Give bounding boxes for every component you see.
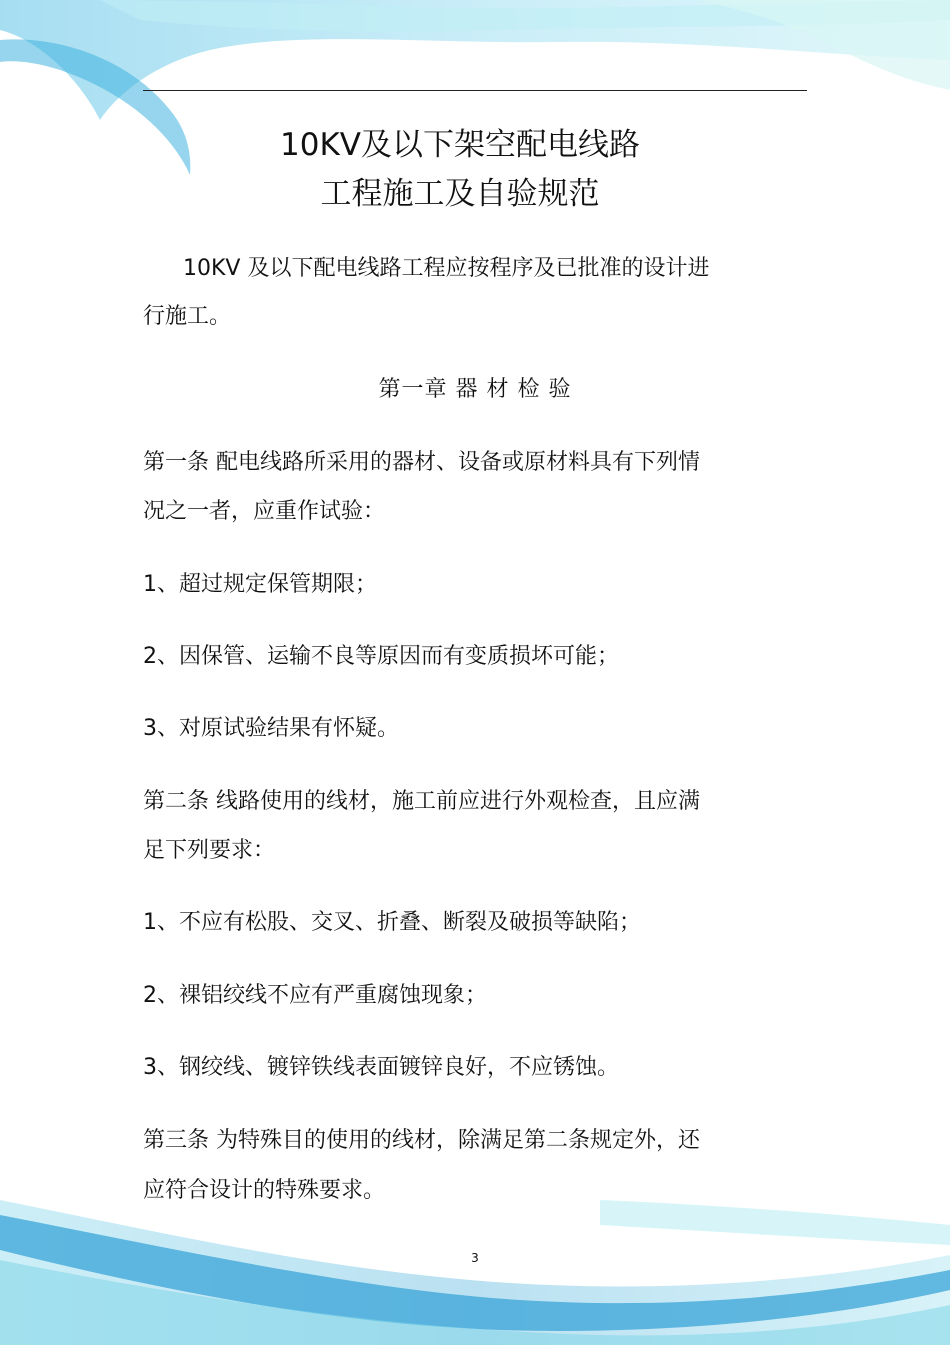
- article1-line2: 况之一者，应重作试验：: [143, 499, 386, 524]
- header-rule: [143, 90, 807, 91]
- document-title-line2: 工程施工及自验规范: [320, 176, 600, 212]
- article1-item: 2、因保管、运输不良等原因而有变质损坏可能；: [143, 644, 619, 669]
- article1-line1: 第一条 配电线路所采用的器材、设备或原材料具有下列情: [143, 450, 700, 475]
- article2-line1: 第二条 线路使用的线材，施工前应进行外观检查，且应满: [143, 789, 700, 814]
- article1-item: 3、对原试验结果有怀疑。: [143, 716, 399, 741]
- article2-item: 3、钢绞线、镀锌铁线表面镀锌良好，不应锈蚀。: [143, 1055, 619, 1080]
- page-number: 3: [471, 1251, 479, 1265]
- chapter-heading: 第一章 器 材 检 验: [378, 377, 572, 402]
- article1-item: 1、超过规定保管期限；: [143, 572, 377, 597]
- article2-item: 2、裸铝绞线不应有严重腐蚀现象；: [143, 983, 487, 1008]
- intro-paragraph-line1: 10KV 及以下配电线路工程应按程序及已批准的设计进: [183, 256, 710, 281]
- article2-item: 1、不应有松股、交叉、折叠、断裂及破损等缺陷；: [143, 910, 641, 935]
- document-title-line1: 10KV及以下架空配电线路: [280, 127, 640, 163]
- article3-line2: 应符合设计的特殊要求。: [143, 1178, 386, 1203]
- article2-line2: 足下列要求：: [143, 838, 276, 863]
- intro-paragraph-line2: 行施工。: [143, 304, 232, 329]
- article3-line1: 第三条 为特殊目的使用的线材，除满足第二条规定外，还: [143, 1128, 700, 1153]
